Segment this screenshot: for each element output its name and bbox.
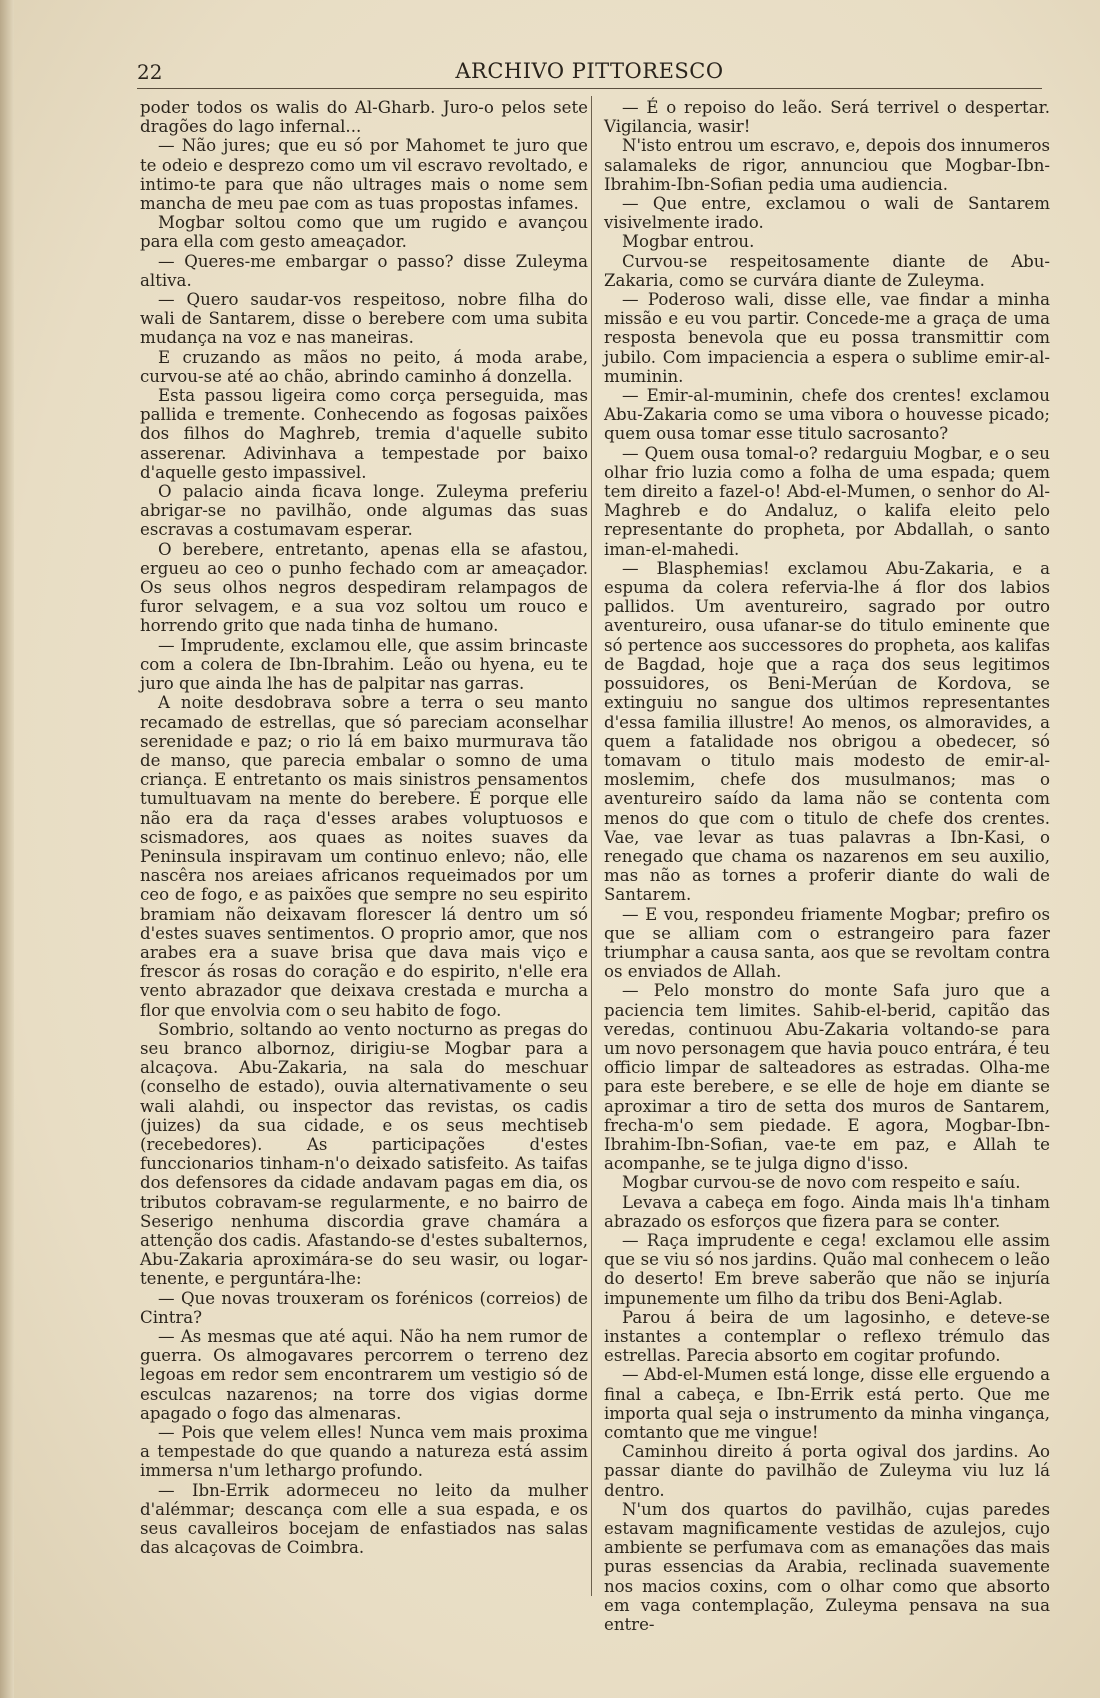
paragraph: — Pois que velem elles! Nunca vem mais proxima a tempestade do que quando a natureza está assim immersa n'um lethargo profundo. [140,1423,588,1481]
paragraph: — Ibn-Errik adormeceu no leito da mulher d'alémmar; descança com elle a sua espada, e os seus cavalleiros bocejam de enfastiados nas salas das alcaçovas de Coimbra. [140,1480,588,1558]
paragraph: poder todos os walis do Al-Gharb. Juro-o pelos sete dragões do lago infernal... [140,98,588,137]
paragraph: O palacio ainda ficava longe. Zuleyma preferiu abrigar-se no pavilhão, onde algumas das suas escravas a costumavam esperar. [140,482,588,540]
page-header [137,58,1042,89]
paragraph: — Não jures; que eu só por Mahomet te juro que te odeio e desprezo como um vil escravo revoltado, e intimo-te para que não ultrages mais o nome sem mancha de meu pae com as tuas propostas infames. [140,136,588,214]
paragraph: — Quero saudar-vos respeitoso, nobre filha do wali de Santarem, disse o berebere com uma subita mudança na voz e nas maneiras. [140,290,588,348]
paragraph: — Poderoso wali, disse elle, vae findar a minha missão e eu vou partir. Concede-me a graça de uma resposta benevola que eu possa transmittir com jubilo. Com impaciencia a espera o sublime emir-al-muminin. [604,290,1050,386]
paragraph: — Emir-al-muminin, chefe dos crentes! exclamou Abu-Zakaria como se uma vibora o houvesse picado; quem ousa tomar esse titulo sacrosanto? [604,386,1050,444]
right-text-column [604,98,1050,1634]
paragraph: — Quem ousa tomal-o? redarguiu Mogbar, e o seu olhar frio luzia como a folha de uma espada; quem tem direito a fazel-o! Abd-el-Mumen, o senhor do Al-Maghreb e do Andaluz, o kalifa eleito pelo representante do propheta, por Abdallah, o santo iman-el-mahedi. [604,443,1050,559]
paragraph: Esta passou ligeira como corça perseguida, mas pallida e tremente. Conhecendo as fogosas paixões dos filhos do Maghreb, tremia d'aquelle subito asserenar. Adivinhava a tempestade por baixo d'aquelle gesto impassivel. [140,386,588,482]
paragraph: E cruzando as mãos no peito, á moda arabe, curvou-se até ao chão, abrindo caminho á donzella. [140,347,588,386]
paragraph: O berebere, entretanto, apenas ella se afastou, ergueu ao ceo o punho fechado com ar ameaçador. Os seus olhos negros despediram relampagos de furor selvagem, e a sua voz soltou um rouco e horrendo grito que nada tinha de humano. [140,539,588,636]
paragraph: — E vou, respondeu friamente Mogbar; prefiro os que se alliam com o estrangeiro para fazer triumphar a causa santa, aos que se revoltam contra os enviados de Allah. [604,904,1050,982]
paragraph: — Que entre, exclamou o wali de Santarem visivelmente irado. [604,194,1050,233]
page-binding-edge [0,0,14,1698]
paragraph: — Que novas trouxeram os forénicos (correios) de Cintra? [140,1288,588,1327]
paragraph: — Pelo monstro do monte Safa juro que a paciencia tem limites. Sahib-el-berid, capitão das veredas, continuou Abu-Zakaria voltando-se para um novo personagem que havia pouco entrára, é teu officio limpar de salteadores as estradas. Olha-me para este berebere, e se elle de hoje em diante se aproximar a tiro de setta dos muros de Santarem, frecha-m'o sem piedade. E agora, Mogbar-Ibn-Ibrahim-Ibn-Sofian, vae-te em paz, e Allah te acompanhe, se te julga digno d'isso. [604,981,1050,1174]
paragraph: Mogbar entrou. [622,232,755,252]
paragraph: — Raça imprudente e cega! exclamou elle assim que se viu só nos jardins. Quão mal conhecem o leão do deserto! Em breve saberão que não se injuría impunemente um filho da tribu dos Beni-Aglab. [604,1230,1050,1308]
paragraph: — Abd-el-Mumen está longe, disse elle erguendo a final a cabeça, e Ibn-Errik está perto. Que me importa qual seja o instrumento da minha vingança, comtanto que me vingue! [604,1365,1050,1443]
paragraph: A noite desdobrava sobre a terra o seu manto recamado de estrellas, que só pareciam aconselhar serenidade e paz; o rio lá em baixo murmurava tão de manso, que parecia embalar o somno de uma criança. E entretanto os mais sinistros pensamentos tumultuavam na mente do berebere. É porque elle não era da raça d'esses arabes voluptuosos e scismadores, aos quaes as noites suaves da Peninsula inspiravam um continuo enlevo; não, elle nascêra nos areiaes africanos requeimados por um ceo de fogo, e as paixões que sempre no seu espirito bramiam não deixavam florescer lá dentro um só d'estes suaves sentimentos. O proprio amor, que nos arabes era a suave brisa que dava mais viço e frescor ás rosas do coração e do espirito, n'elle era vento abrazador que deixava crestada e murcha a flor que envolvia com o seu habito de fogo. [140,693,588,1020]
paragraph: — Queres-me embargar o passo? disse Zuleyma altiva. [140,251,588,290]
paragraph: Levava a cabeça em fogo. Ainda mais lh'a tinham abrazado os esforços que fizera para se conter. [604,1192,1050,1231]
paragraph: — Blasphemias! exclamou Abu-Zakaria, e a espuma da colera refervia-lhe á flor dos labios pallidos. Um aventureiro, sagrado por outro aventureiro, ousa ufanar-se do titulo eminente que só pertence aos successores do propheta, aos kalifas de Bagdad, hoje que a raça dos seus legitimos possuidores, os Beni-Merúan de Kordova, se extinguiu no sangue dos ultimos representantes d'essa familia illustre! Ao menos, os almoravides, a quem a fatalidade nos obrigou a obedecer, só tomavam o titulo mais modesto de emir-al-moslemim, chefe dos musulmanos; mas o aventureiro saído da lama não se contenta com menos do que com o titulo de chefe dos crentes. Vae, vae levar as tuas palavras a Ibn-Kasi, o renegado que chama os nazarenos em seu auxilio, mas não as tornes a proferir diante do wali de Santarem. [604,558,1050,905]
paragraph: — É o repoiso do leão. Será terrivel o despertar. Vigilancia, wasir! [604,98,1050,137]
paragraph: — As mesmas que até aqui. Não ha nem rumor de guerra. Os almogavares percorrem o terreno dez legoas em redor sem encontrarem um vestigio só de esculcas nazarenos; na torre dos vigias dorme apagado o fogo das almenaras. [140,1327,588,1423]
paragraph: Caminhou direito á porta ogival dos jardins. Ao passar diante do pavilhão de Zuleyma viu luz lá dentro. [604,1442,1050,1500]
column-divider [591,96,592,1596]
paragraph: Mogbar curvou-se de novo com respeito e saíu. [622,1173,1021,1193]
paragraph: Curvou-se respeitosamente diante de Abu-Zakaria, como se curvára diante de Zuleyma. [604,251,1050,290]
paragraph: — Imprudente, exclamou elle, que assim brincaste com a colera de Ibn-Ibrahim. Leão ou hyena, eu te juro que ainda lhe has de palpitar nas garras. [140,635,588,694]
left-text-column [140,98,588,1557]
paragraph: N'isto entrou um escravo, e, depois dos innumeros salamaleks de rigor, annunciou que Mogbar-Ibn-Ibrahim-Ibn-Sofian pedia uma audiencia. [604,136,1050,194]
running-title: ARCHIVO PITTORESCO [455,59,724,83]
paragraph: N'um dos quartos do pavilhão, cujas paredes estavam magnificamente vestidas de azulejos, cujo ambiente se perfumava com as emanações das mais puras essencias da Arabia, reclinada suavemente nos macios coxins, com o olhar como que absorto em vaga contemplação, Zuleyma pensava na sua entre- [604,1499,1050,1635]
page-number: 22 [137,60,163,84]
paragraph: Mogbar soltou como que um rugido e avançou para ella com gesto ameaçador. [140,213,588,252]
paragraph: Sombrio, soltando ao vento nocturno as pregas do seu branco albornoz, dirigiu-se Mogbar para a alcaçova. Abu-Zakaria, na sala do meschuar (conselho de estado), ouvia alternativamente o seu wali alahdi, ou inspector das revistas, os cadis (juizes) da sua cidade, e os seus mechtiseb (recebedores). As participações d'estes funccionarios tinham-n'o deixado satisfeito. As taifas dos defensores da cidade andavam pagas em dia, os tributos cobravam-se regularmente, e no bairro de Seserigo nenhuma discordia grave chamára a attenção dos cadis. Afastando-se d'estes subalternos, Abu-Zakaria aproximára-se do seu wasir, ou logar-tenente, e perguntára-lhe: [140,1019,588,1289]
paragraph: Parou á beira de um lagosinho, e deteve-se instantes a contemplar o reflexo trémulo das estrellas. Parecia absorto em cogitar profundo. [604,1307,1050,1366]
